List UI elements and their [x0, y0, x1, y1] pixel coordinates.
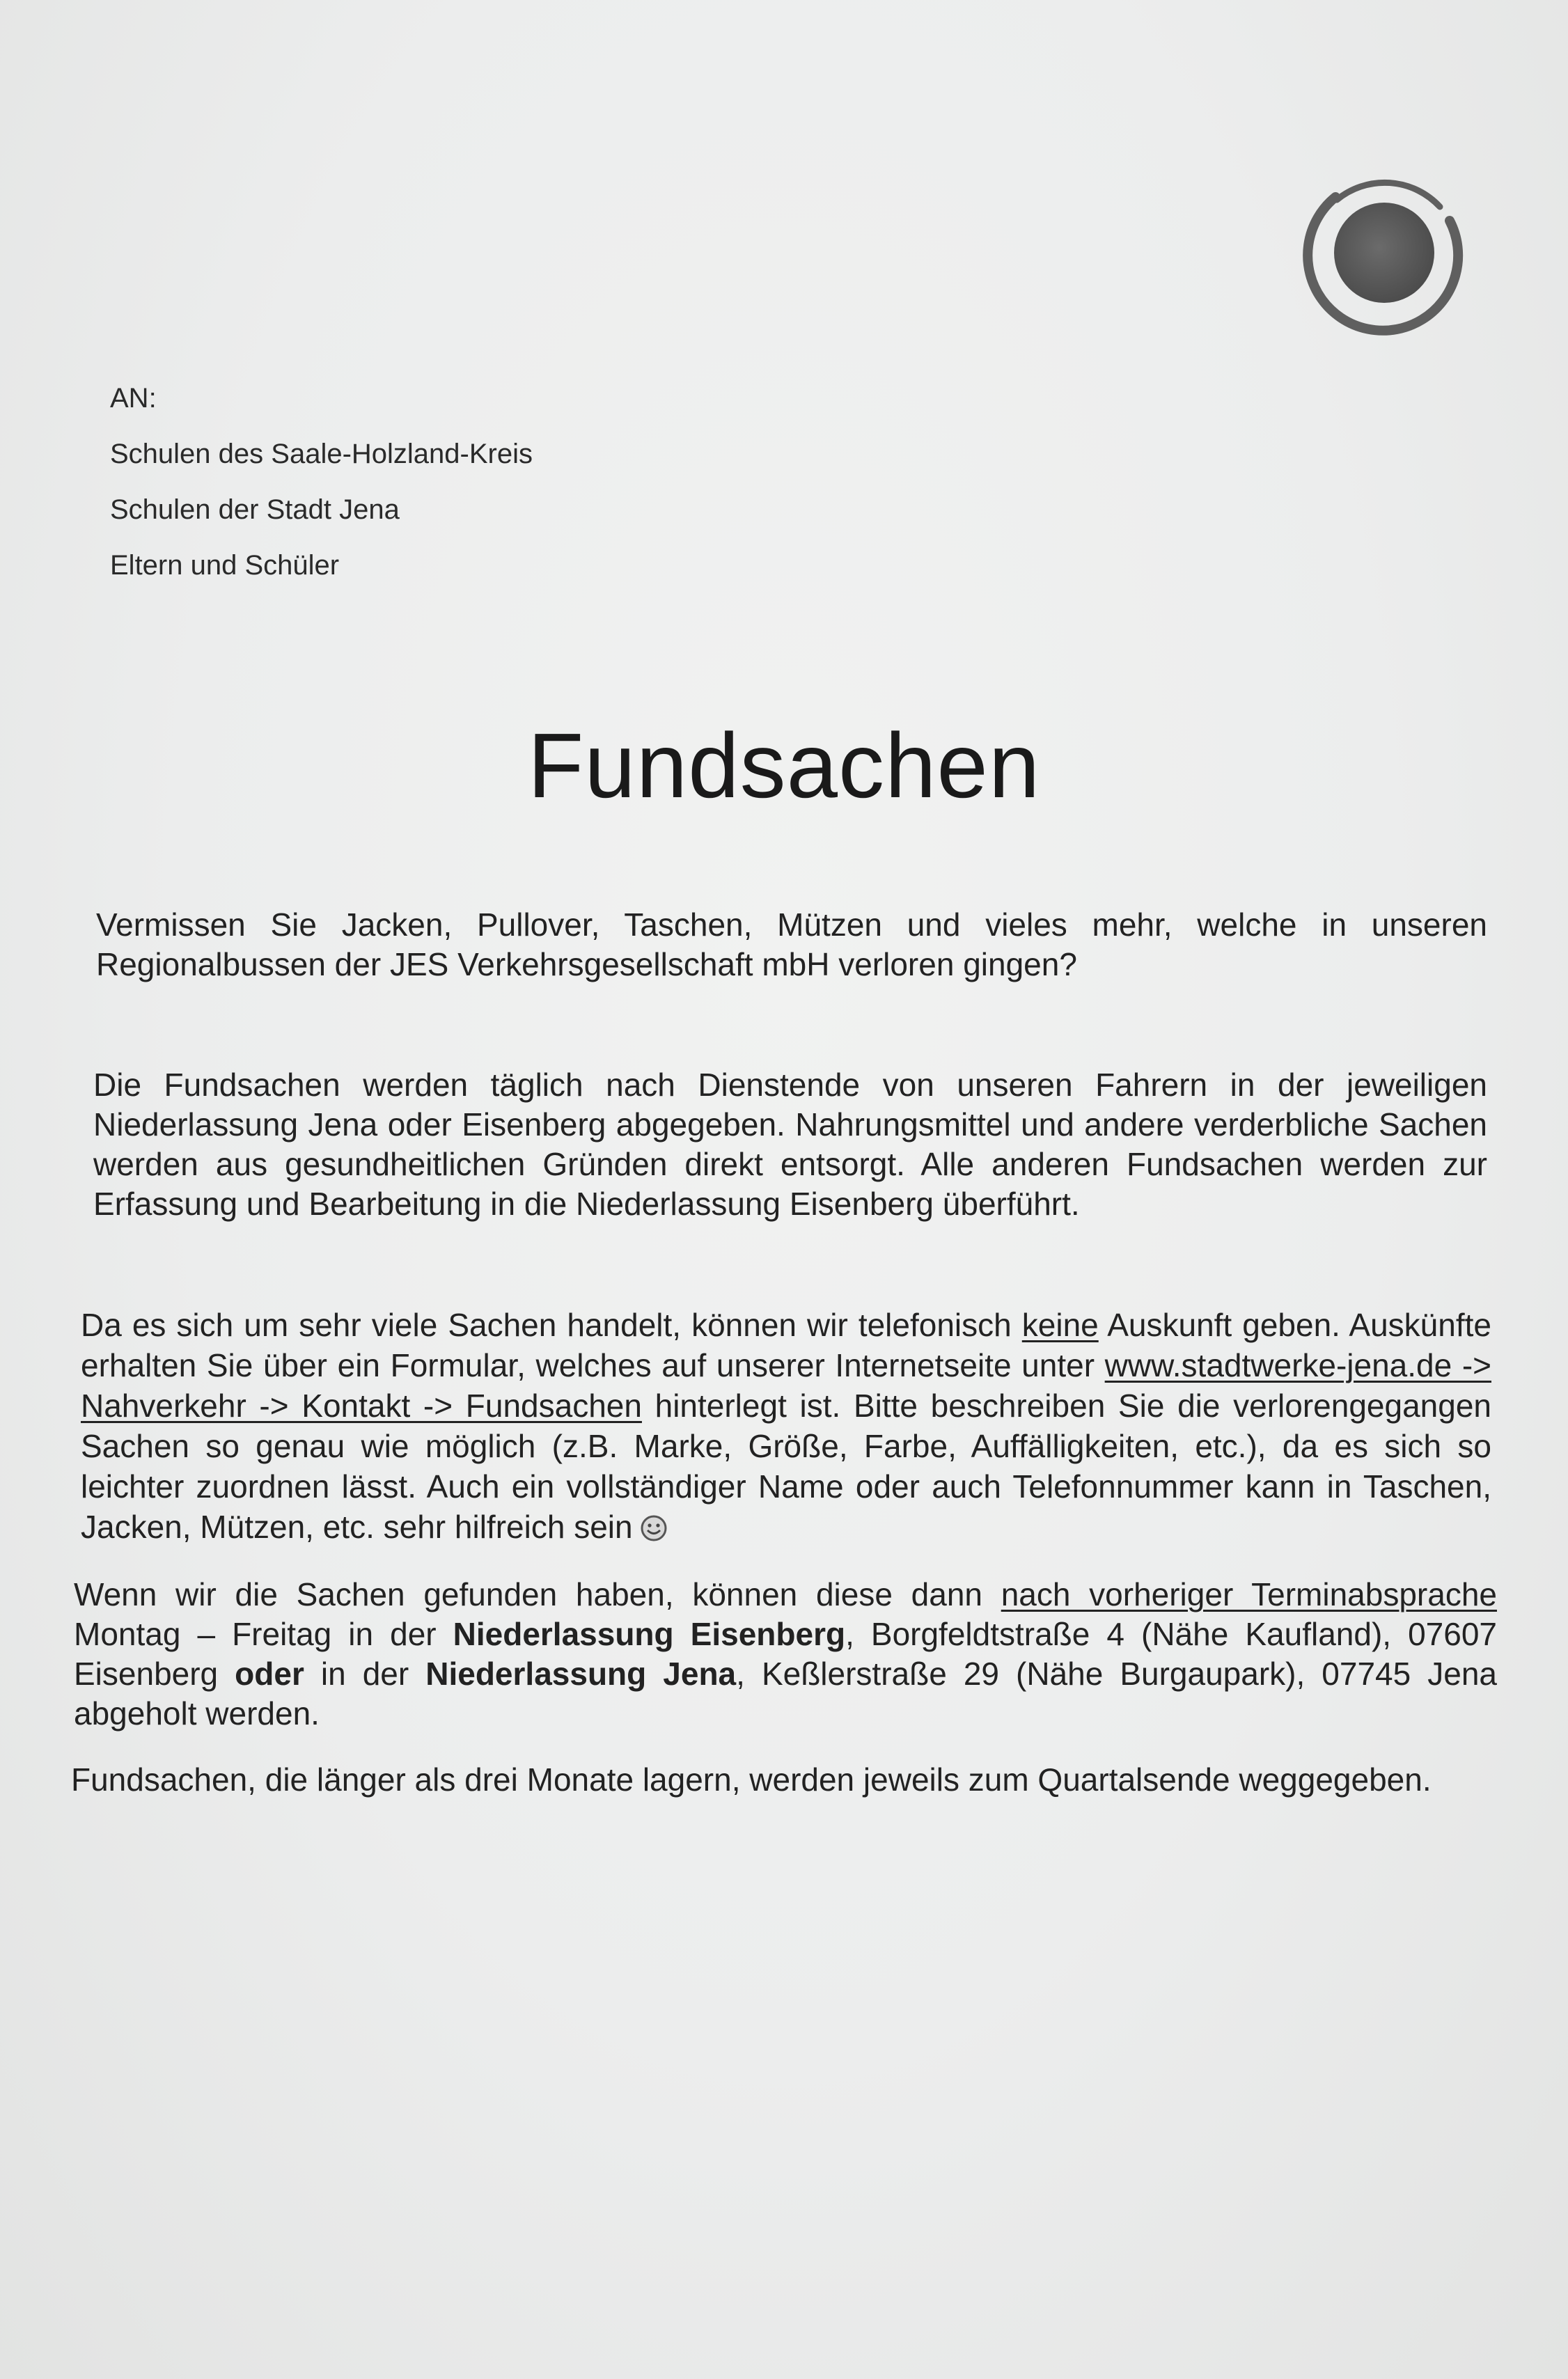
company-logo — [1288, 157, 1483, 352]
pickup-text: Montag – Freitag in der — [74, 1616, 453, 1652]
disposal-paragraph: Fundsachen, die länger als drei Monate lagern, werden jeweils zum Quartalsende weggegeben. — [71, 1761, 1432, 1798]
recipient-line: Eltern und Schüler — [110, 550, 340, 581]
pickup-text: , Keßlerstraße 29 (Nähe Burgaupark), 07745 Jena abgeholt werden. — [74, 1656, 1497, 1732]
page-title: Fundsachen — [527, 714, 1041, 817]
branch-jena: Niederlassung Jena — [425, 1656, 737, 1692]
pickup-text: , Borgfeldtstraße 4 (Nähe Kaufland), 07607 Eisenberg — [74, 1616, 1497, 1692]
smiley-icon — [640, 1514, 668, 1542]
pickup-text: Wenn wir die Sachen gefunden haben, können diese dann — [74, 1576, 1001, 1612]
inquiry-text: Da es sich um sehr viele Sachen handelt, können wir telefonisch — [81, 1307, 1022, 1343]
recipient-line: Schulen der Stadt Jena — [110, 494, 400, 525]
inquiry-paragraph — [81, 1305, 1491, 1547]
recipient-line: Schulen des Saale-Holzland-Kreis — [110, 439, 533, 469]
inquiry-text: Auskunft geben. Auskünfte erhalten Sie über ein Formular, welches auf unserer Internetseite unter — [81, 1307, 1491, 1383]
pickup-paragraph — [74, 1575, 1497, 1734]
website-link[interactable]: www.stadtwerke-jena.de -> Nahverkehr -> Kontakt -> Fundsachen — [81, 1347, 1491, 1424]
keine-emphasis: keine — [1021, 1307, 1099, 1343]
recipient-block — [110, 370, 533, 593]
process-paragraph: Die Fundsachen werden täglich nach Dienstende von unseren Fahrern in der jeweiligen Niederlassung Jena oder Eisenberg abgegeben. Nahrungsmittel und andere verderbliche Sachen werden aus gesundheitlichen Gründen direkt entsorgt. Alle anderen Fundsachen werden zur Erfassung und Bearbeitung in die Niederlassung Eisenberg überführt. — [93, 1067, 1487, 1222]
intro-paragraph: Vermissen Sie Jacken, Pullover, Taschen, Mützen und vieles mehr, welche in unseren Regionalbussen der JES Verkehrsgesellschaft mbH verloren gingen? — [96, 906, 1487, 982]
oder-emphasis: oder — [235, 1656, 304, 1692]
pickup-text: in der — [304, 1656, 426, 1692]
inquiry-text: hinterlegt ist. Bitte beschreiben Sie die verlorengegangen Sachen so genau wie möglich (z.B. Marke, Größe, Farbe, Auffälligkeiten, etc.), da es sich so leichter zuordnen lässt. Auch ein vollständiger Name oder auch Telefonnummer kann in Taschen, Jacken, Mützen, etc. sehr hilfreich sein — [81, 1388, 1491, 1545]
recipient-label: AN: — [110, 383, 157, 414]
branch-eisenberg: Niederlassung Eisenberg — [453, 1616, 846, 1652]
appointment-emphasis: nach vorheriger Terminabsprache — [1001, 1576, 1497, 1612]
